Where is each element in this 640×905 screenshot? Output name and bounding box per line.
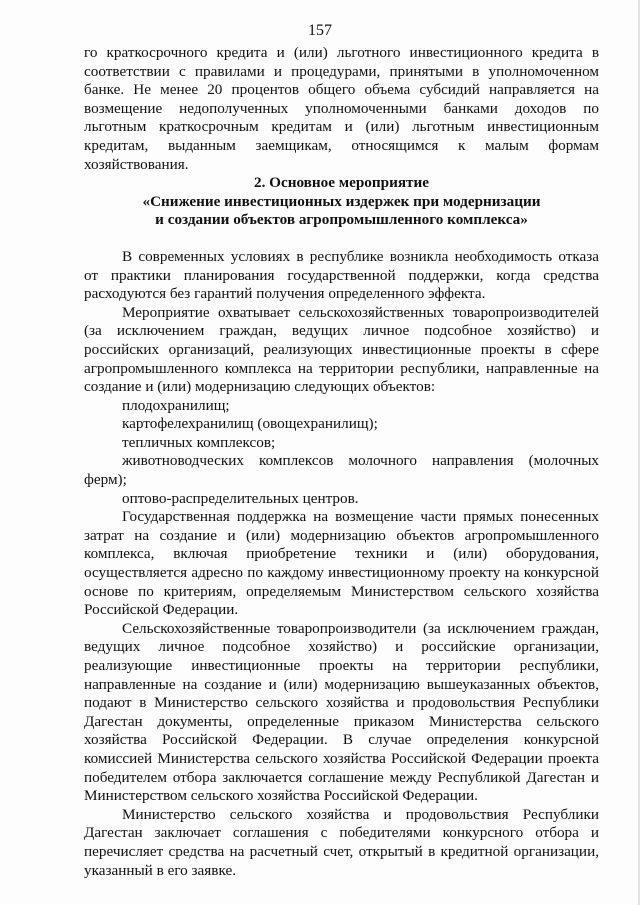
intro-paragraph: го краткосрочного кредита и (или) льготного инвестиционного кредита в соответствии с правилами и процедурами, принятыми в уполномоченном банке. Не менее 20 процентов общего объема субсидий направляется на возмещение недополученных уполномоченными банками доходов по льготным краткосрочным кредитам и (или) льготным инвестиционным кредитам, выданным заемщикам, относящимся к малым формам хозяйствования. [84,44,599,173]
section-subtitle-line-2: и создании объектов агропромышленного комплекса» [155,211,528,229]
section-subtitle-line-1: «Снижение инвестиционных издержек при модернизации [142,192,541,210]
paragraph-2: Мероприятие охватывает сельскохозяйственных товаропроизводителей (за исключением граждан, ведущих личное подсобное хозяйство) и российских организаций, реализующих инвестиционные проекты в сфере агропромышленного комплекса на территории республики, направленные на создание и (или) модернизацию следующих объектов: [84,303,599,396]
section-heading: 2. Основное мероприятие [253,174,430,192]
paragraph-5: Министерство сельского хозяйства и продовольствия Республики Дагестан заключает соглашения с победителями конкурсного отбора и перечисляет средства на расчетный счет, открытый в кредитной организации, указанный в его заявке. [84,805,599,879]
document-body [84,44,599,880]
page-number: 157 [308,22,332,39]
list-item-4: животноводческих комплексов молочного направления (молочных ферм); [84,452,599,489]
list-item-5: оптово-распределительных центров. [122,489,359,507]
paragraph-1: В современных условиях в республике возникла необходимость отказа от практики планирования государственной поддержки, когда средства расходуются без гарантий получения определенного эффекта. [84,247,599,303]
list-item-1: плодохранилищ; [122,396,230,414]
list-item-2: картофелехранилищ (овощехранилищ); [122,415,378,433]
list-item-3: тепличных комплексов; [122,433,276,451]
paragraph-3: Государственная поддержка на возмещение части прямых понесенных затрат на создание и (или) модернизацию объектов агропромышленного комплекса, включая приобретение техники и (или) оборудования, осуществляется адресно по каждому инвестиционному проекту на конкурсной основе по критериям, определяемым Министерством сельского хозяйства Российской Федерации. [84,508,599,619]
paragraph-4: Сельскохозяйственные товаропроизводители (за исключением граждан, ведущих личное подсобное хозяйство) и российские организации, реализующие инвестиционные проекты на территории республики, направленные на создание и (или) модернизацию вышеуказанных объектов, подают в Министерство сельского хозяйства и продовольствия Республики Дагестан документы, определенные приказом Министерства сельского хозяйства Российской Федерации. В случае определения конкурсной комиссией Министерства сельского хозяйства Российской Федерации проекта победителем отбора заключается соглашение между Республикой Дагестан и Министерством сельского хозяйства Российской Федерации. [84,619,599,805]
